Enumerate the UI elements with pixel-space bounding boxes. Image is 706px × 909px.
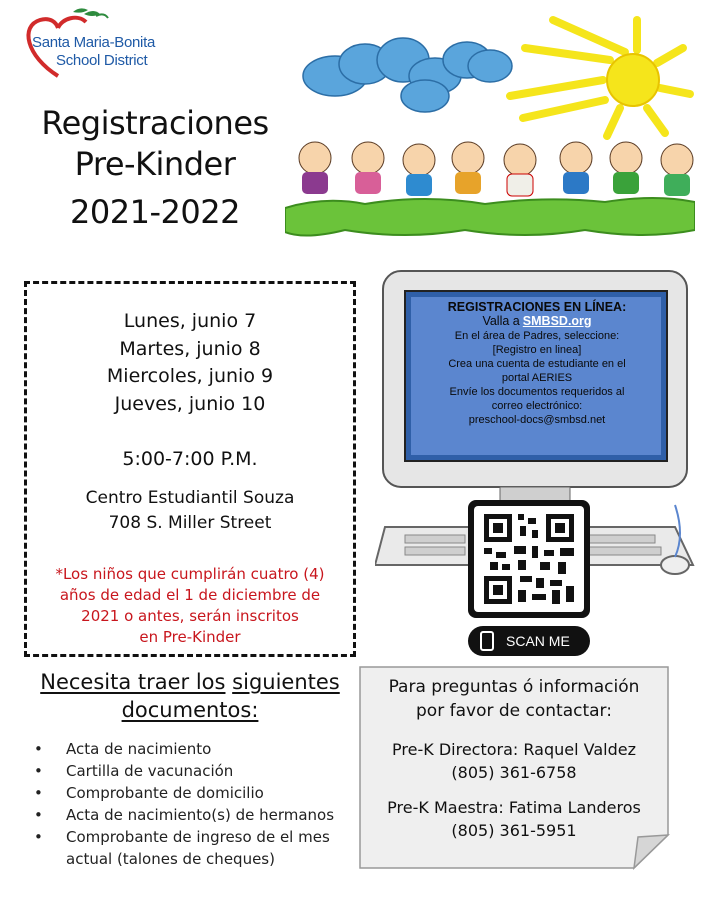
phone-icon [480,631,494,651]
documents-title [20,668,360,724]
director-phone[interactable]: (805) 361-6758 [451,763,577,782]
online-instruction: [Registro en linea] [492,344,582,356]
online-instruction: portal AERIES [501,372,573,384]
director-name: Pre-K Directora: Raquel Valdez [392,740,636,759]
children-scene-illustration [285,8,695,240]
sun-icon [510,20,690,136]
contact-intro-line-2: por favor de contactar: [416,701,612,721]
qr-code[interactable] [468,500,590,618]
clouds-icon [303,38,512,112]
qr-code-icon [474,506,584,612]
documents-title-part-2: siguientes [232,670,340,694]
eligibility-note-line: en Pre-Kinder [139,628,241,646]
date-line: Martes, junio 8 [119,338,261,360]
date-line: Lunes, junio 7 [123,310,257,332]
list-item: • Acta de nacimiento(s) de hermanos [34,804,354,826]
eligibility-note-line: 2021 o antes, serán inscritos [81,607,299,625]
online-instruction: Envíe los documentos requeridos al [449,386,625,398]
location-name: Centro Estudiantil Souza [85,488,295,508]
schedule-box [24,281,356,657]
online-instruction: correo electrónico: [491,400,583,412]
documents-title-part-1: Necesita traer los [40,670,226,694]
location-address: 708 S. Miller Street [108,513,272,533]
title-line-3: 2021-2022 [70,193,240,231]
online-registration-panel [413,300,661,452]
online-instruction: En el área de Padres, seleccione: [454,330,620,342]
logo-line-2: School District [56,52,148,69]
list-item: • Comprobante de ingreso de el mes actual (talones de cheques) [34,826,354,870]
contact-email[interactable]: preschool-docs@smbsd.net [468,414,606,426]
visit-prefix: Valla a [482,314,520,328]
logo-line-1: Santa Maria-Bonita [32,34,156,51]
district-logo [18,6,208,86]
title-line-2: Pre-Kinder [74,145,236,183]
list-item: • Comprobante de domicilio [34,782,354,804]
list-item: • Cartilla de vacunación [34,760,354,782]
date-line: Miercoles, junio 9 [106,365,274,387]
eligibility-note-line: *Los niños que cumplirán cuatro (4) [55,565,325,583]
online-heading: REGISTRACIONES EN LÍNEA: [447,300,627,314]
scan-me-badge [468,626,590,656]
children-row-icon [299,142,693,196]
eligibility-note-line: años de edad el 1 de diciembre de [59,586,321,604]
date-line: Jueves, junio 10 [114,393,266,415]
contact-intro-line-1: Para preguntas ó información [388,677,640,697]
contact-note [358,665,670,870]
online-instruction: Crea una cuenta de estudiante en el [448,358,626,370]
scan-me-label: SCAN ME [506,633,570,649]
documents-title-part-3: documentos: [121,698,259,722]
teacher-phone[interactable]: (805) 361-5951 [451,821,577,840]
online-visit-line [413,314,661,329]
teacher-name: Pre-K Maestra: Fatima Landeros [387,798,641,817]
time-line: 5:00-7:00 P.M. [122,448,258,470]
list-item: • Acta de nacimiento [34,738,354,760]
title-line-1: Registraciones [41,104,269,142]
documents-list [34,738,354,870]
district-website-link[interactable]: SMBSD.org [522,314,592,328]
